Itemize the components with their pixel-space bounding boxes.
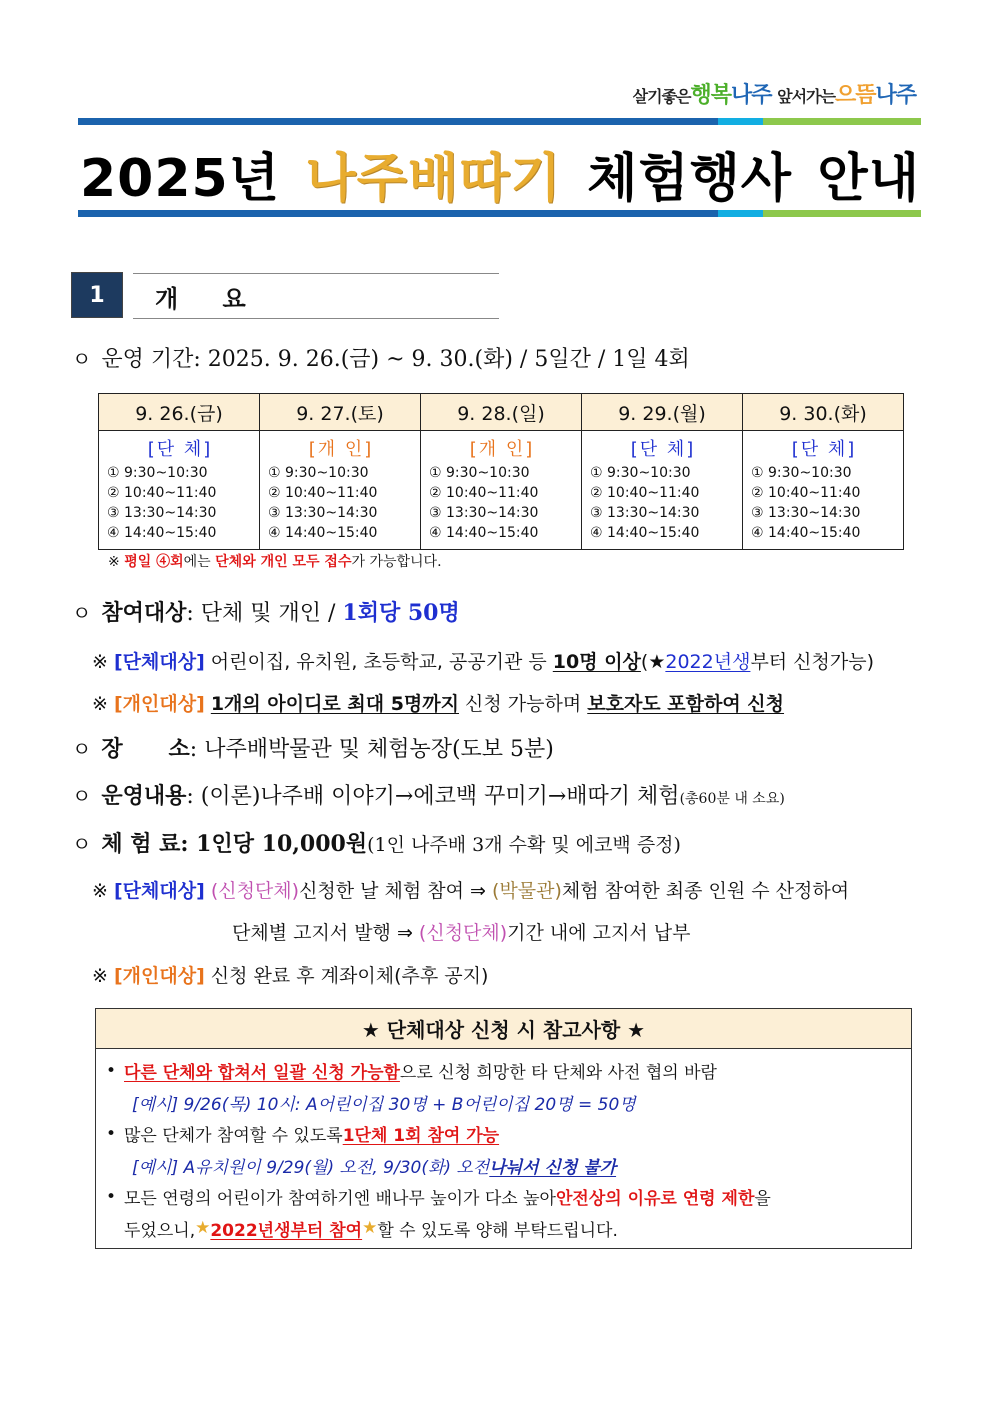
group-tag: [단체대상] <box>113 880 205 902</box>
time-slot: ① 9:30~10:30 <box>429 465 530 481</box>
example-emphasis: 나눠서 신청 불가 <box>489 1157 617 1178</box>
slogan-best: 으뜸 <box>834 83 876 108</box>
fee-group-line <box>92 876 849 903</box>
period-label: 운영 기간 <box>101 347 194 372</box>
time-slot: ④ 14:40~15:40 <box>590 525 700 541</box>
reference-emphasis: 다른 단체와 합쳐서 일괄 신청 가능함 <box>124 1063 400 1084</box>
bullet-dot-icon: • <box>106 1060 117 1081</box>
slogan-happy: 행복 <box>690 83 731 108</box>
slogan-text2: 앞서가는 <box>777 87 835 106</box>
reference-item <box>106 1055 901 1087</box>
time-slot: ④ 14:40~15:40 <box>429 525 539 541</box>
place-value: : 나주배박물관 및 체험농장(도보 5분) <box>189 737 554 762</box>
reference-example <box>106 1087 901 1119</box>
note-mark-icon: ※ <box>92 880 108 902</box>
content-value: : (이론)나주배 이야기→에코백 꾸미기→배따기 체험 <box>186 784 680 809</box>
reference-text: 할 수 있도록 양해 부탁드립니다. <box>377 1220 618 1241</box>
note-emphasis: 평일 ④회 <box>124 554 184 570</box>
reference-item <box>106 1118 901 1150</box>
page-title <box>80 138 920 208</box>
schedule-table <box>98 393 904 550</box>
title-event: 체험행사 <box>587 148 793 209</box>
group-target-line <box>92 647 874 674</box>
group-text: (★ <box>640 651 666 673</box>
applicant-tag: (신청단체) <box>210 880 300 902</box>
time-slot: ② 10:40~11:40 <box>268 485 378 501</box>
museum-tag: (박물관) <box>492 880 562 902</box>
bullet-dot-icon: • <box>106 1186 117 1207</box>
reference-text: 으로 신청 희망한 타 단체와 사전 협의 바람 <box>399 1063 717 1084</box>
bullet-icon: ㅇ <box>72 784 92 808</box>
schedule-body-row <box>99 431 904 550</box>
individual-tag: [개인대상] <box>113 693 205 715</box>
type-tag: [개 인] <box>308 439 374 460</box>
reference-emphasis: 2022년생부터 참여 <box>210 1220 363 1241</box>
time-slot: ② 10:40~11:40 <box>429 485 539 501</box>
reference-item-cont <box>106 1213 901 1245</box>
group-year: 2022년생 <box>665 651 751 673</box>
individual-limit: 1개의 아이디로 최대 5명까지 <box>210 693 459 715</box>
time-slot: ④ 14:40~15:40 <box>268 525 378 541</box>
group-min: 10명 이상 <box>552 651 641 673</box>
time-slot: ① 9:30~10:30 <box>590 465 691 481</box>
individual-target-line <box>92 689 784 716</box>
title-year: 2025년 <box>80 148 280 209</box>
date-header: 9. 29.(월) <box>582 394 743 431</box>
note-emphasis: 단체와 개인 모두 접수 <box>215 554 352 570</box>
star-icon: ★ <box>195 1218 211 1239</box>
title-highlight: 나주배따기 <box>305 148 562 209</box>
reference-title: ★ 단체대상 신청 시 참고사항 ★ <box>96 1009 911 1049</box>
type-tag: [단 체] <box>630 439 696 460</box>
reference-text: 많은 단체가 참여할 수 있도록 <box>124 1126 343 1147</box>
group-text: 부터 신청가능) <box>750 651 875 673</box>
type-tag: [단 체] <box>147 439 213 460</box>
bullet-icon: ㅇ <box>72 832 92 856</box>
fee-label: 체 험 료 <box>101 831 181 857</box>
place-label: 장 소 <box>101 736 190 762</box>
fee-text: 신청한 날 체험 참여 ⇒ <box>299 880 493 902</box>
applicant-tag: (신청단체) <box>418 922 508 944</box>
note-mark-icon: ※ <box>92 651 108 673</box>
place-line <box>72 732 554 763</box>
content-line <box>72 779 785 810</box>
note-text: 가 가능합니다. <box>351 554 442 570</box>
bullet-dot-icon: • <box>106 1123 117 1144</box>
time-slot: ② 10:40~11:40 <box>751 485 861 501</box>
slogan-text: 살기좋은 <box>632 87 691 106</box>
fee-text: 단체별 고지서 발행 ⇒ <box>232 922 419 944</box>
slogan <box>633 78 916 109</box>
participants-label: 참여대상 <box>101 600 187 626</box>
day-cell <box>582 431 743 550</box>
group-text: 어린이집, 유치원, 초등학교, 공공기관 등 <box>204 651 553 673</box>
time-slot: ④ 14:40~15:40 <box>751 525 861 541</box>
star-icon: ★ <box>362 1218 378 1239</box>
reference-emphasis: 안전상의 이유로 연령 제한 <box>555 1189 755 1210</box>
fee-detail: (1인 나주배 3개 수확 및 에코백 증정) <box>367 834 681 856</box>
slogan-naju: 나주 <box>731 83 772 108</box>
individual-text: 신청 가능하며 <box>459 693 588 715</box>
time-slot: ③ 13:30~14:30 <box>268 505 378 521</box>
note-mark-icon: ※ <box>92 693 108 715</box>
fee-amount: : 1인당 10,000원 <box>180 831 368 857</box>
top-divider-bar <box>78 118 921 125</box>
date-header: 9. 28.(일) <box>421 394 582 431</box>
reference-emphasis: 1단체 1회 참여 가능 <box>342 1126 500 1147</box>
date-header: 9. 27.(토) <box>260 394 421 431</box>
time-slot: ③ 13:30~14:30 <box>429 505 539 521</box>
period-line <box>72 342 690 373</box>
title-guide: 안내 <box>817 148 920 209</box>
schedule-note <box>108 551 442 571</box>
note-text: 에는 <box>183 554 216 570</box>
type-tag: [개 인] <box>469 439 535 460</box>
reference-text: 두었으니, <box>124 1220 196 1241</box>
bullet-icon: ㅇ <box>72 347 92 371</box>
individual-tag: [개인대상] <box>113 965 205 987</box>
reference-item <box>106 1181 901 1213</box>
bullet-icon: ㅇ <box>72 737 92 761</box>
note-mark-icon: ※ <box>108 554 120 570</box>
bullet-icon: ㅇ <box>72 601 92 625</box>
reference-box <box>95 1008 912 1249</box>
reference-text: 모든 연령의 어린이가 참여하기엔 배나무 높이가 다소 높아 <box>124 1189 556 1210</box>
group-tag: [단체대상] <box>113 651 205 673</box>
example-text: [예시] 9/26(목) 10시: A어린이집 30명 + B어린이집 20명 = 50명 <box>132 1094 636 1115</box>
section-header <box>133 273 499 319</box>
slogan-naju2: 나주 <box>875 83 916 108</box>
fee-individual-line <box>92 961 488 988</box>
time-slot: ③ 13:30~14:30 <box>590 505 700 521</box>
time-slot: ① 9:30~10:30 <box>107 465 208 481</box>
reference-text: 을 <box>754 1189 771 1210</box>
time-slot: ③ 13:30~14:30 <box>107 505 217 521</box>
individual-guardian: 보호자도 포함하여 신청 <box>587 693 785 715</box>
type-tag: [단 체] <box>791 439 857 460</box>
time-slot: ④ 14:40~15:40 <box>107 525 217 541</box>
date-header: 9. 26.(금) <box>99 394 260 431</box>
day-cell <box>421 431 582 550</box>
participants-line <box>72 596 460 627</box>
fee-group-line-2 <box>232 918 690 945</box>
note-mark-icon: ※ <box>92 965 108 987</box>
content-duration: (총60분 내 소요) <box>679 791 785 807</box>
day-cell <box>743 431 904 550</box>
time-slot: ② 10:40~11:40 <box>107 485 217 501</box>
section-number: 1 <box>71 272 123 318</box>
fee-text: 체험 참여한 최종 인원 수 산정하여 <box>561 880 850 902</box>
fee-text: 기간 내에 고지서 납부 <box>507 922 691 944</box>
period-value: : 2025. 9. 26.(금) ~ 9. 30.(화) / 5일간 / 1일 4회 <box>193 347 690 372</box>
section-title: 개 요 <box>155 284 264 313</box>
time-slot: ① 9:30~10:30 <box>751 465 852 481</box>
participants-value: : 단체 및 개인 / <box>186 601 343 626</box>
reference-example <box>106 1150 901 1182</box>
day-cell <box>260 431 421 550</box>
time-slot: ③ 13:30~14:30 <box>751 505 861 521</box>
example-text: [예시] A유치원이 9/29(월) 오전, 9/30(화) 오전 <box>132 1157 490 1178</box>
content-label: 운영내용 <box>101 783 187 809</box>
bottom-divider-bar <box>78 210 921 217</box>
time-slot: ② 10:40~11:40 <box>590 485 700 501</box>
participants-limit: 1회당 50명 <box>342 600 460 626</box>
schedule-header-row <box>99 394 904 431</box>
fee-line <box>72 827 681 858</box>
fee-text: 신청 완료 후 계좌이체(추후 공지) <box>204 965 489 987</box>
time-slot: ① 9:30~10:30 <box>268 465 369 481</box>
date-header: 9. 30.(화) <box>743 394 904 431</box>
day-cell <box>99 431 260 550</box>
